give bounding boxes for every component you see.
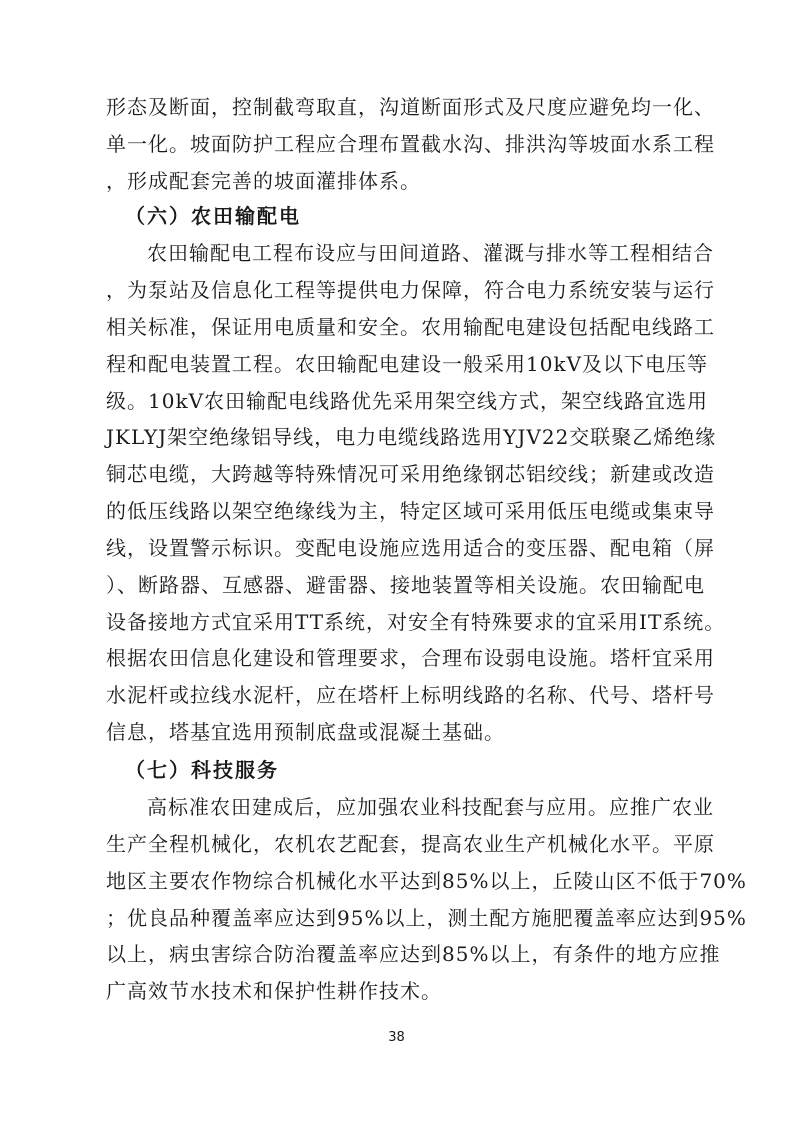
- paragraph-line: ）、断路器、互感器、避雷器、接地装置等相关设施。农田输配电: [106, 573, 705, 597]
- paragraph-line: 水泥杆或拉线水泥杆，应在塔杆上标明线路的名称、代号、塔杆号: [106, 683, 715, 707]
- paragraph-line: 地区主要农作物综合机械化水平达到85%以上，丘陵山区不低于70%: [106, 869, 747, 893]
- paragraph-line: 程和配电装置工程。农田输配电建设一般采用10kV及以下电压等: [106, 352, 709, 376]
- paragraph-line: 线，设置警示标识。变配电设施应选用适合的变压器、配电箱（屏: [106, 536, 715, 560]
- paragraph-line: ；优良品种覆盖率应达到95%以上，测土配方施肥覆盖率应达到95%: [106, 906, 747, 930]
- paragraph-line: 的低压线路以架空绝缘线为主，特定区域可采用低压电缆或集束导: [106, 499, 715, 523]
- paragraph-line: 信息，塔基宜选用预制底盘或混凝土基础。: [106, 720, 505, 744]
- page-number: 38: [388, 1030, 405, 1045]
- paragraph-line: 相关标准，保证用电质量和安全。农用输配电建设包括配电线路工: [106, 315, 715, 339]
- section-heading: （七）科技服务: [125, 758, 279, 782]
- paragraph-line: ，形成配套完善的坡面灌排体系。: [106, 169, 421, 193]
- paragraph-line: 形态及断面，控制截弯取直，沟道断面形式及尺度应避免均一化、: [106, 95, 715, 119]
- paragraph-line: 高标准农田建成后，应加强农业科技配套与应用。应推广农业: [147, 795, 714, 819]
- paragraph-line: 设备接地方式宜采用TT系统，对安全有特殊要求的宜采用IT系统。: [106, 610, 726, 634]
- paragraph-line: 农田输配电工程布设应与田间道路、灌溉与排水等工程相结合: [147, 241, 714, 265]
- paragraph-line: 广高效节水技术和保护性耕作技术。: [106, 979, 442, 1003]
- paragraph-line: JKLYJ架空绝缘铝导线，电力电缆线路选用YJV22交联聚乙烯绝缘: [106, 425, 717, 449]
- paragraph-line: ，为泵站及信息化工程等提供电力保障，符合电力系统安装与运行: [106, 278, 715, 302]
- section-heading: （六）农田输配电: [125, 204, 301, 228]
- paragraph-line: 根据农田信息化建设和管理要求，合理布设弱电设施。塔杆宜采用: [106, 646, 715, 670]
- paragraph-line: 以上，病虫害综合防治覆盖率应达到85%以上，有条件的地方应推: [106, 942, 721, 966]
- paragraph-line: 生产全程机械化，农机农艺配套，提高农业生产机械化水平。平原: [106, 832, 715, 856]
- paragraph-line: 级。10kV农田输配电线路优先采用架空线方式，架空线路宜选用: [106, 389, 709, 413]
- paragraph-line: 单一化。坡面防护工程应合理布置截水沟、排洪沟等坡面水系工程: [106, 132, 715, 156]
- paragraph-line: 铜芯电缆，大跨越等特殊情况可采用绝缘钢芯铝绞线；新建或改造: [106, 462, 715, 486]
